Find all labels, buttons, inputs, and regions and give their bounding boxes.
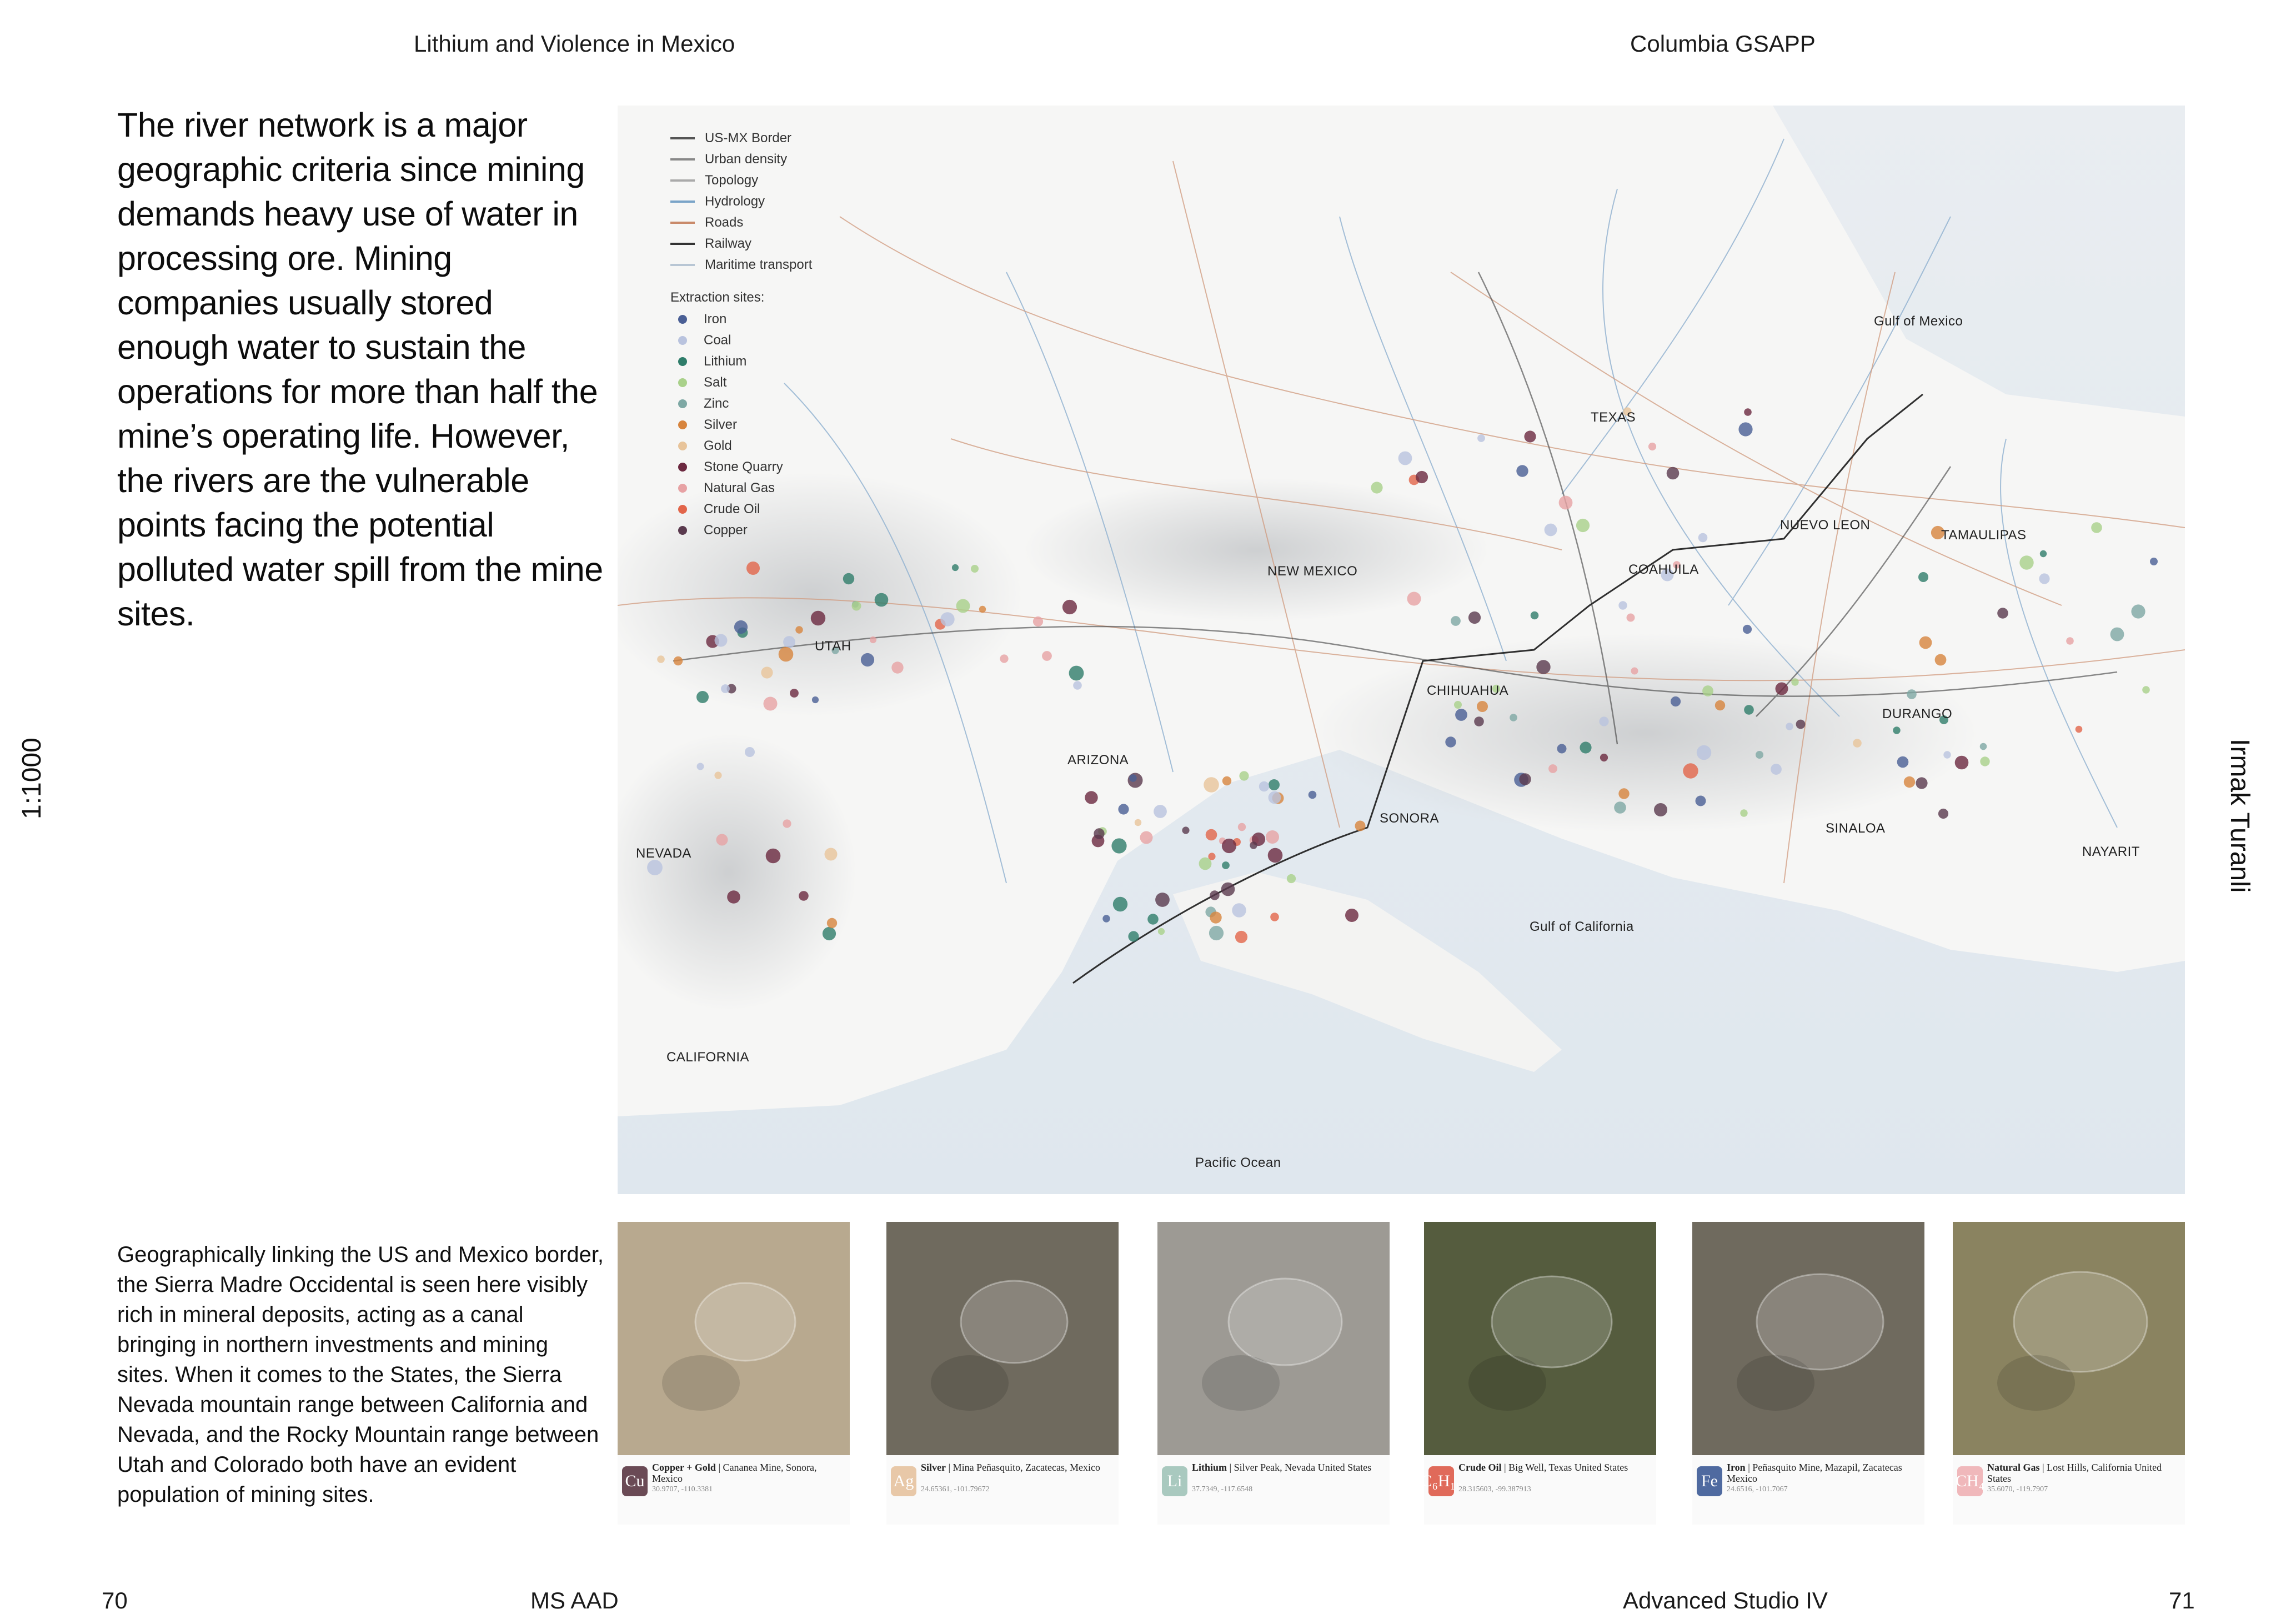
legend-line-item [670,149,859,170]
extraction-site-dot [1477,434,1485,442]
extraction-site-dot [721,684,730,693]
extraction-site-dot [1938,809,1948,819]
mine-thumbnail [1421,1222,1656,1525]
extraction-site-dot [799,891,809,901]
extraction-site-dot [1557,744,1567,754]
extraction-site-dot [1345,909,1358,922]
mineral-name: Silver [921,1462,946,1473]
mine-coordinates: 24.6516, -101.7067 [1727,1485,1788,1493]
extraction-site-dot [1135,819,1141,826]
extraction-site-dot [1519,773,1531,785]
extraction-site-dot [795,626,803,633]
extraction-site-dot [1516,465,1528,477]
extraction-site-dot [1786,723,1793,730]
satellite-image [1157,1222,1390,1455]
extraction-site-dot [1744,408,1752,416]
legend-site-dot [678,463,687,472]
mineral-name: Natural Gas [1987,1462,2040,1473]
extraction-site-dot [1154,805,1167,818]
legend-site-item [670,393,859,414]
extraction-site-dot [1740,809,1747,816]
extraction-site-dot [1599,716,1608,726]
extraction-site-dot [1980,743,1987,750]
extraction-site-dot [1631,668,1638,675]
scale-label: 1:1000 [17,738,47,819]
extraction-site-dot [761,666,773,678]
extraction-site-dot [1738,422,1752,436]
legend-site-item [670,520,859,541]
satellite-image [618,1222,850,1455]
legend-line-item [670,254,859,275]
extraction-site-dot [1094,828,1104,839]
studio-name: Advanced Studio IV [1623,1587,1828,1613]
legend-line-item [670,128,859,149]
extraction-site-dot [861,653,874,666]
extraction-site-dot [1545,524,1557,537]
extraction-site-dot [1715,700,1725,710]
extraction-site-dot [1042,651,1052,661]
mine-thumbnail [1157,1222,1390,1525]
thumbnail-caption [618,1455,850,1525]
page-number-left: 70 [102,1587,128,1613]
extraction-site-dot [1893,726,1900,734]
extraction-site-dot [1943,751,1951,758]
mine-coordinates: 30.9707, -110.3381 [652,1485,713,1493]
legend-site-label: Natural Gas [704,480,775,495]
extraction-site-dot [779,647,794,662]
legend-site-label: Stone Quarry [704,459,783,474]
extraction-site-dot [1222,861,1230,869]
extraction-site-dot [1468,611,1481,624]
extraction-site-dot [870,636,876,643]
extraction-site-dot [979,606,986,613]
extraction-site-dot [1266,830,1279,844]
extraction-site-dot [1510,714,1517,721]
label-sinaloa: SINALOA [1826,821,1886,836]
legend-site-label: Silver [704,417,738,432]
extraction-site-dot [727,890,740,904]
element-badge: Ag [891,1466,916,1496]
thumbnail-caption [1692,1455,1924,1525]
map-panel [618,106,2185,1194]
thumbnail-title [1458,1462,1653,1473]
legend-site-label: Gold [704,438,732,453]
legend-site-item [670,330,859,351]
legend-site-dot [678,484,687,493]
extraction-site-dot [1268,848,1283,863]
extraction-site-dot [1238,823,1246,831]
extraction-site-dot [1085,791,1097,804]
extraction-site-dot [1222,839,1236,853]
extraction-site-dot [647,860,663,875]
intro-paragraph: The river network is a major geographic criteria since mining demands heavy use of water in processing ore. Mining companies usually stored enough water to sustain the operations for more than half the mine’s operating life. However, the rivers are the vulnerable points facing the potential polluted water spill from the mine sites. [117,106,603,633]
legend-line-swatch [670,243,695,245]
thumbnail-caption [886,1455,1119,1525]
extraction-site-dot [1269,791,1281,804]
legend-line-swatch [670,264,695,266]
extraction-site-dot [1916,777,1927,789]
extraction-site-dot [1627,614,1635,622]
satellite-image [1692,1222,1924,1455]
extraction-site-dot [1158,928,1165,935]
extraction-site-dot [1033,616,1043,626]
extraction-site-dot [1155,893,1170,907]
legend-site-item [670,372,859,393]
extraction-site-dot [1702,685,1713,696]
extraction-site-dot [1618,601,1627,609]
legend-line-item [670,191,859,212]
extraction-site-dot [734,620,748,634]
extraction-site-dot [1756,751,1763,759]
program-name: MS AAD [530,1587,619,1613]
legend-site-label: Crude Oil [704,502,760,517]
extraction-site-dot [1111,838,1126,853]
legend-site-label: Copper [704,523,748,538]
thumbnail-title [652,1462,846,1484]
extraction-site-dot [783,636,795,648]
legend-site-dot [678,336,687,345]
extraction-site-dot [1451,616,1461,626]
extraction-site-dot [2039,573,2049,584]
mine-coordinates: 37.7349, -117.6548 [1192,1485,1253,1493]
extraction-site-dot [2019,555,2033,569]
mine-location: | Big Well, Texas United States [1501,1462,1628,1473]
legend-line-label: Topology [705,173,759,188]
label-chihuahua: CHIHUAHUA [1427,683,1509,698]
extraction-site-dot [764,697,778,711]
label-durango: DURANGO [1882,706,1953,721]
extraction-site-dot [1259,781,1269,791]
legend-site-dot [678,357,687,366]
extraction-site-dot [745,747,755,757]
extraction-site-dot [827,918,837,928]
mineral-name: Crude Oil [1458,1462,1502,1473]
extraction-site-dot [1919,636,1932,649]
extraction-site-dot [1147,914,1159,925]
extraction-site-dot [1209,926,1224,940]
extraction-site-dot [1398,452,1412,465]
extraction-site-dot [811,611,825,625]
thumbnail-title [1987,1462,2182,1484]
extraction-site-dot [1221,883,1235,896]
label-arizona: ARIZONA [1067,753,1129,768]
label-new-mexico: NEW MEXICO [1267,564,1358,579]
extraction-site-dot [1140,831,1153,844]
extraction-site-dot [812,696,819,703]
extraction-site-dot [1371,482,1382,493]
legend-line-item [670,233,859,254]
extraction-site-dot [825,848,838,861]
satellite-image [886,1222,1119,1455]
extraction-site-dot [1559,496,1573,510]
extraction-site-dot [1918,572,1928,582]
mine-thumbnail [886,1222,1119,1525]
mine-location: | Mina Peñasquito, Zacatecas, Mexico [946,1462,1101,1473]
legend-site-item [670,478,859,499]
legend-site-dot [678,399,687,408]
extraction-site-dot [2091,522,2102,533]
mine-thumbnail [1953,1222,2185,1525]
extraction-site-dot [1697,745,1711,760]
header-right-title: Columbia GSAPP [1630,31,1816,57]
extraction-site-dot [843,573,854,584]
extraction-site-dot [674,656,683,665]
extraction-site-dot [956,599,970,613]
extraction-site-dot [1683,763,1698,778]
extraction-site-dot [1182,826,1189,834]
extraction-site-dot [1210,911,1221,923]
extraction-site-dot [1536,660,1550,674]
legend-site-dot [678,378,687,387]
extraction-site-dot [715,634,728,647]
extraction-site-dot [1250,841,1257,849]
extraction-site-dot [891,661,903,673]
legend-site-label: Lithium [704,354,747,369]
label-pacific-ocean: Pacific Ocean [1195,1155,1281,1170]
extraction-site-dot [1654,803,1667,816]
extraction-site-dot [1222,776,1231,785]
extraction-site-dot [1118,804,1129,814]
extraction-site-dot [2066,637,2074,645]
extraction-site-dot [971,565,979,573]
extraction-site-dot [1474,716,1484,726]
element-badge: CH₄ [1957,1466,1983,1496]
legend-site-item [670,457,859,478]
legend-site-item [670,309,859,330]
extraction-site-dot [1270,913,1279,921]
legend-line-swatch [670,179,695,182]
extraction-site-dot [1671,696,1681,706]
extraction-site-dot [697,763,704,770]
thumbnail-caption [1157,1455,1390,1525]
extraction-site-dot [2150,558,2158,565]
extraction-site-dot [716,834,728,846]
caption-paragraph: Geographically linking the US and Mexico border, the Sierra Madre Occidental is seen here visibly rich in mineral deposits, acting as a canal bringing in northern investments and mining sites. When it comes to the States, the Sierra Nevada mountain range between California and Nevada, and the Rocky Mountain range between Utah and Colorado both have an evident population of mining sites. [117,1242,604,1507]
extraction-site-dot [1897,756,1909,768]
extraction-site-dot [1791,678,1798,685]
element-badge: Li [1162,1466,1187,1496]
legend-line-swatch [670,222,695,224]
thumbnail-title [921,1462,1115,1473]
extraction-site-dot [1416,471,1428,483]
extraction-site-dot [1696,796,1706,806]
extraction-site-dot [1524,430,1536,442]
extraction-site-dot [1548,764,1557,773]
satellite-image [1424,1222,1656,1455]
extraction-site-dot [1455,709,1467,721]
legend-site-dot [678,505,687,514]
extraction-site-dot [1454,701,1462,709]
label-sonora: SONORA [1380,811,1440,826]
label-tamaulipas: TAMAULIPAS [1941,528,2027,543]
legend-line-swatch [670,201,695,203]
mine-coordinates: 24.65361, -101.79672 [921,1485,990,1493]
extraction-site-dot [790,689,799,698]
sierra-madre-shade [1312,633,1978,833]
legend-line-label: Maritime transport [705,257,813,272]
extraction-site-dot [2142,686,2150,694]
extraction-site-dot [1618,788,1629,799]
extraction-site-dot [1062,600,1077,614]
legend-site-dot [678,442,687,450]
extraction-site-dot [1600,754,1608,761]
label-utah: UTAH [815,639,851,654]
extraction-site-dot [1232,903,1246,917]
extraction-site-dot [714,771,721,779]
page-number-right: 71 [2169,1587,2195,1613]
extraction-site-dot [1796,720,1806,729]
extraction-site-dot [1648,443,1656,450]
satellite-image [1953,1222,2185,1455]
mine-location: | Peñasquito Mine, Mazapil, Zacatecas Mexico [1727,1462,1902,1484]
extraction-site-dot [1069,666,1084,681]
extraction-site-dot [2076,726,2083,733]
legend-site-dot [678,526,687,535]
legend-line-swatch [670,137,695,139]
legend-line-item [670,170,859,191]
legend-line-swatch [670,158,695,161]
thumbnail-caption [1421,1455,1656,1525]
extraction-site-dot [1614,801,1626,814]
legend-site-dot [678,420,687,429]
extraction-site-dot [1129,774,1136,781]
author-name: Irmak Turanli [2225,739,2254,893]
legend-site-item [670,351,859,372]
legend-site-label: Coal [704,333,731,348]
extraction-site-dot [2040,550,2047,557]
legend-line-item [670,212,859,233]
mine-coordinates: 35.6070, -119.7907 [1987,1485,2048,1493]
label-nayarit: NAYARIT [2082,844,2140,859]
legend-line-label: Railway [705,236,752,251]
extraction-site-dot [1853,739,1862,748]
legend-line-label: Urban density [705,152,788,167]
extraction-site-dot [940,612,954,626]
extraction-site-dot [823,927,836,940]
extraction-site-dot [875,593,889,607]
label-nuevo-leon: NUEVO LEON [1780,518,1871,533]
extraction-site-dot [852,602,861,611]
extraction-site-dot [1113,897,1127,911]
extraction-site-dot [1907,689,1917,699]
element-badge: Cu [622,1466,648,1496]
legend-site-label: Salt [704,375,727,390]
extraction-site-dot [1576,519,1590,532]
extraction-site-dot [1997,608,2008,619]
extraction-site-dot [1580,741,1591,753]
label-gulf-of-california: Gulf of California [1530,919,1634,934]
header-left-title: Lithium and Violence in Mexico [414,31,735,57]
extraction-site-dot [1743,625,1752,634]
mine-location: | Silver Peak, Nevada United States [1227,1462,1372,1473]
extraction-site-dot [1073,681,1082,690]
mineral-name: Lithium [1192,1462,1227,1473]
extraction-site-dot [1206,829,1217,841]
extraction-site-dot [1904,776,1915,788]
extraction-site-dot [1955,756,1969,770]
extraction-site-dot [783,819,791,828]
extraction-site-dot [1235,931,1247,943]
mine-location: | Cananea Mine, Sonora, Mexico [652,1462,817,1484]
label-gulf-of-mexico: Gulf of Mexico [1874,314,1963,329]
extraction-site-dot [1000,654,1008,663]
extraction-site-dot [657,655,665,663]
legend-site-item [670,414,859,435]
extraction-site-dot [1531,611,1539,620]
mineral-name: Copper + Gold [652,1462,716,1473]
extraction-site-dot [746,562,760,575]
extraction-site-dot [1269,779,1280,790]
mine-thumbnail [1692,1222,1924,1525]
extraction-site-dot [1477,701,1488,712]
label-coahuila: COAHUILA [1628,562,1699,577]
element-badge: C₆H₁₈ [1428,1466,1454,1496]
extraction-site-dot [1744,705,1754,715]
mine-thumbnails [618,1222,2185,1525]
legend-line-label: Hydrology [705,194,765,209]
legend-site-label: Iron [704,312,727,327]
extraction-site-dot [952,564,959,571]
thumbnail-title [1727,1462,1921,1484]
extraction-site-dot [1355,821,1366,831]
extraction-site-dot [1287,874,1296,883]
extraction-site-dot [2110,628,2124,641]
extraction-site-dot [1771,764,1782,775]
extraction-site-dot [2131,604,2145,618]
legend-sites-title: Extraction sites: [670,290,765,305]
map-legend [670,128,859,541]
extraction-site-dot [1199,858,1212,870]
extraction-site-dot [1309,791,1317,799]
extraction-site-dot [1667,467,1680,480]
extraction-site-dot [1239,771,1249,780]
extraction-site-dot [1204,777,1219,793]
extraction-site-dot [1698,533,1708,543]
legend-site-label: Zinc [704,396,729,411]
extraction-site-dot [1445,736,1456,747]
label-texas: TEXAS [1591,410,1636,425]
label-california: CALIFORNIA [666,1050,750,1065]
extraction-site-dot [1980,756,1989,766]
extraction-site-dot [1210,890,1219,900]
extraction-site-dot [1102,915,1110,922]
thumbnail-caption [1953,1455,2185,1525]
mine-location: | Lost Hills, California United States [1987,1462,2162,1484]
legend-site-item [670,435,859,457]
mine-thumbnail [618,1222,850,1525]
extraction-site-dot [1128,931,1139,941]
legend-line-label: Roads [705,215,744,230]
element-badge: Fe [1697,1466,1722,1496]
thumbnail-title [1192,1462,1386,1473]
extraction-site-dot [1776,683,1788,695]
legend-line-label: US-MX Border [705,131,792,146]
mineral-name: Iron [1727,1462,1746,1473]
mine-coordinates: 28.315603, -99.387913 [1458,1485,1531,1493]
legend-site-dot [678,315,687,324]
extraction-site-dot [1407,592,1421,606]
extraction-site-dot [696,691,709,703]
label-nevada: NEVADA [636,846,691,861]
legend-site-item [670,499,859,520]
extraction-site-dot [1935,654,1947,666]
extraction-site-dot [766,849,781,864]
